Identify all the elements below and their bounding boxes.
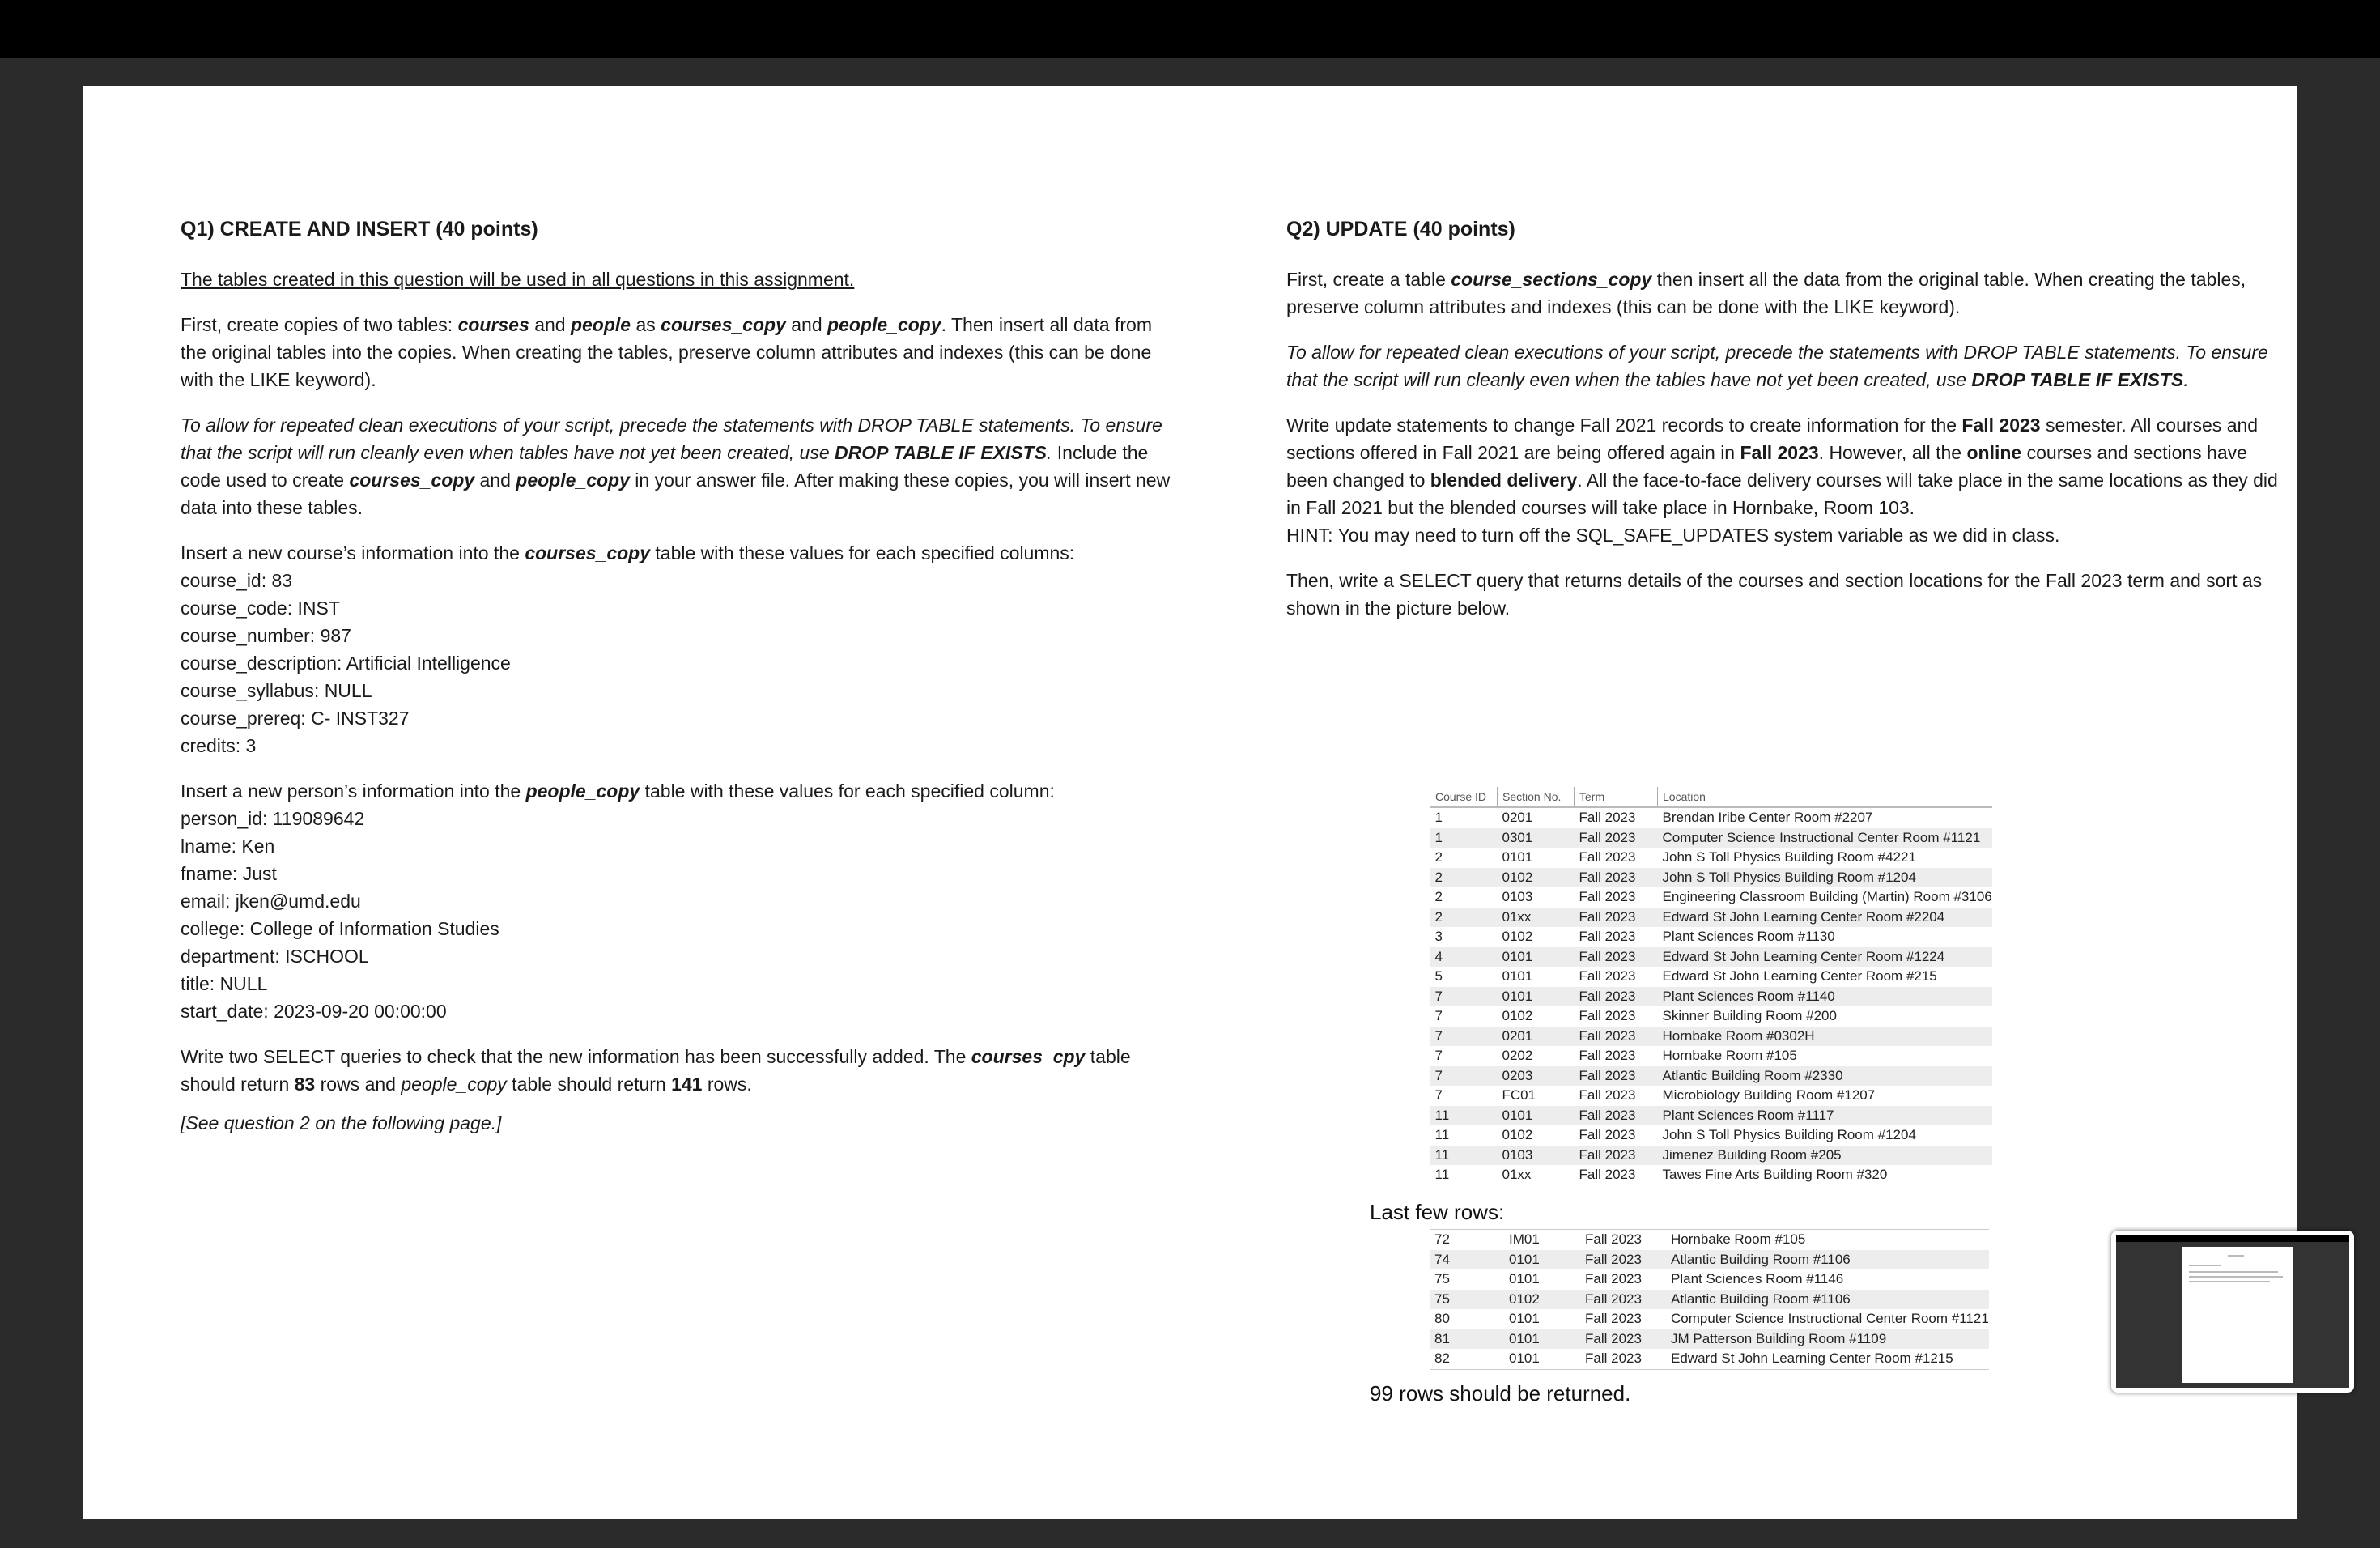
- table-cell: Fall 2023: [1575, 828, 1658, 848]
- table-cell: John S Toll Physics Building Room #4221: [1662, 849, 1916, 865]
- table-cell: 0102: [1502, 929, 1533, 945]
- table-cell: Fall 2023: [1575, 1146, 1658, 1166]
- table-cell: 0102: [1502, 1127, 1533, 1143]
- table-cell: 11: [1430, 1106, 1498, 1126]
- table-cell: Fall 2023: [1579, 810, 1636, 826]
- table-cell: Fall 2023: [1575, 1106, 1658, 1126]
- person-field: title: NULL: [181, 973, 268, 994]
- last-rows-label: Last few rows:: [1370, 1200, 1505, 1224]
- table-body: [1430, 807, 1992, 1185]
- window-title-bar: [0, 0, 2380, 58]
- course-field: course_code: INST: [181, 598, 340, 619]
- table-cell: Edward St John Learning Center Room #1224: [1658, 947, 1992, 968]
- table-row: [1430, 1146, 1992, 1166]
- table-row: [1430, 1006, 1992, 1027]
- page-thumbnail[interactable]: [2111, 1231, 2354, 1393]
- table-row: [1430, 1309, 1989, 1329]
- table-cell: John S Toll Physics Building Room #1204: [1658, 868, 1992, 888]
- q1-see-next: [See question 2 on the following page.]: [181, 1112, 502, 1133]
- table-cell: Fall 2023: [1575, 868, 1658, 888]
- table-cell: 1: [1434, 810, 1443, 826]
- table-cell: 0103: [1502, 889, 1533, 905]
- q1-intro: The tables created in this question will be used in all questions in this assignment.: [181, 269, 855, 290]
- table-cell: Plant Sciences Room #1140: [1658, 987, 1992, 1007]
- table-cell: 72: [1434, 1231, 1450, 1248]
- table-cell: 2: [1434, 889, 1443, 905]
- table-cell: Plant Sciences Room #1130: [1662, 929, 1835, 945]
- table-header: [1430, 787, 1992, 807]
- table-cell: Engineering Classroom Building (Martin) Room #3106: [1662, 889, 1992, 905]
- table-cell: 0102: [1502, 1008, 1533, 1024]
- table-cell: 0103: [1498, 1146, 1575, 1166]
- table-cell: 7: [1430, 1027, 1498, 1047]
- table-cell: 1: [1430, 828, 1498, 848]
- table-cell: 11: [1430, 1146, 1498, 1166]
- table-cell: Plant Sciences Room #1117: [1658, 1106, 1992, 1126]
- table-cell: Jimenez Building Room #205: [1658, 1146, 1992, 1166]
- table-cell: Fall 2023: [1579, 1048, 1636, 1064]
- table-row: [1430, 1046, 1992, 1066]
- course-field: course_description: Artificial Intelligence: [181, 653, 511, 674]
- table-cell: Hornbake Room #105: [1662, 1048, 1797, 1064]
- course-field-list: [181, 567, 1176, 759]
- table-row: [1430, 1269, 1989, 1290]
- table-cell: Computer Science Instructional Center Room #1121: [1658, 828, 1992, 848]
- table-cell: Fall 2023: [1579, 968, 1636, 985]
- table-cell: Fall 2023: [1579, 1008, 1636, 1024]
- table-cell: 5: [1434, 968, 1443, 985]
- table-cell: Fall 2023: [1580, 1250, 1666, 1270]
- table-cell: Fall 2023: [1580, 1290, 1666, 1310]
- column-header: Location: [1658, 787, 1992, 807]
- result-table: [1430, 787, 2142, 1185]
- table-cell: 2: [1430, 868, 1498, 888]
- table-cell: Fall 2023: [1579, 889, 1636, 905]
- table-cell: 11: [1434, 1127, 1450, 1143]
- table-row: [1430, 947, 1992, 968]
- table-row: [1430, 848, 1992, 868]
- table-row: [1430, 1106, 1992, 1126]
- table-cell: Fall 2023: [1575, 947, 1658, 968]
- person-field-list: [181, 805, 1176, 1025]
- rows-returned-note: 99 rows should be returned.: [1370, 1381, 1631, 1406]
- table-row: [1430, 927, 1992, 947]
- table-cell: 0101: [1509, 1350, 1540, 1367]
- question-1: [181, 215, 1176, 1137]
- result-table-last-rows: [1430, 1229, 2142, 1370]
- table-cell: Plant Sciences Room #1146: [1671, 1271, 1844, 1287]
- table-cell: JM Patterson Building Room #1109: [1666, 1329, 1989, 1350]
- table-cell: 2: [1430, 908, 1498, 928]
- table-cell: Edward St John Learning Center Room #215: [1662, 968, 1937, 985]
- table-cell: 81: [1430, 1329, 1504, 1350]
- table-cell: Microbiology Building Room #1207: [1662, 1087, 1876, 1104]
- table-cell: 0203: [1498, 1066, 1575, 1087]
- table-cell: Fall 2023: [1575, 1066, 1658, 1087]
- table-row: [1430, 1290, 1989, 1310]
- table-cell: Atlantic Building Room #1106: [1666, 1290, 1989, 1310]
- q1-person-intro: Insert a new person’s information into the people_copy table with these values for each specified column:: [181, 780, 1055, 802]
- table-cell: 75: [1434, 1271, 1450, 1287]
- person-field: person_id: 119089642: [181, 808, 365, 829]
- table-row: [1430, 1329, 1989, 1350]
- person-field: email: jken@umd.edu: [181, 891, 361, 912]
- table-cell: Fall 2023: [1579, 929, 1636, 945]
- table-cell: Fall 2023: [1585, 1350, 1642, 1367]
- table-cell: Tawes Fine Arts Building Room #320: [1662, 1167, 1888, 1183]
- table-cell: 0201: [1502, 810, 1533, 826]
- table-cell: 7: [1434, 1008, 1443, 1024]
- table-cell: 80: [1434, 1311, 1450, 1327]
- table-row: [1430, 967, 1992, 987]
- table-cell: Atlantic Building Room #2330: [1658, 1066, 1992, 1087]
- table-cell: Fall 2023: [1575, 908, 1658, 928]
- table-cell: 0101: [1498, 1106, 1575, 1126]
- q1-para3: Write two SELECT queries to check that the new information has been successfully added. The courses_cpy table should return 83 rows and people_copy table should return 141 rows.: [181, 1046, 1131, 1095]
- table-cell: Hornbake Room #105: [1671, 1231, 1806, 1248]
- column-header: Term: [1575, 787, 1658, 807]
- table-cell: 7: [1430, 987, 1498, 1007]
- table-cell: 0102: [1498, 868, 1575, 888]
- table-cell: Hornbake Room #0302H: [1658, 1027, 1992, 1047]
- table-row: [1430, 908, 1992, 928]
- table-row: [1430, 987, 1992, 1007]
- q2-para3: Write update statements to change Fall 2021 records to create information for the Fall 2023 semester. All courses and sections offered in Fall 2021 are being offered again in Fall 2023. However, all the online courses and sections have been changed to blended delivery. All the face-to-face delivery courses will take place in the same locations as they did in Fall 2021 but the blended courses will take place in Hornbake, Room 103.: [1286, 415, 2278, 518]
- table-cell: 01xx: [1498, 908, 1575, 928]
- table-body: [1430, 1230, 1989, 1370]
- table-cell: John S Toll Physics Building Room #1204: [1662, 1127, 1916, 1143]
- q1-course-intro: Insert a new course’s information into the courses_copy table with these values for each specified columns:: [181, 542, 1075, 563]
- table-cell: 0101: [1502, 849, 1533, 865]
- document-page: [83, 86, 2297, 1519]
- course-field: course_id: 83: [181, 570, 293, 591]
- table-row: [1430, 1250, 1989, 1270]
- table-cell: 0301: [1498, 828, 1575, 848]
- course-field: course_prereq: C- INST327: [181, 708, 410, 729]
- q2-hint: HINT: You may need to turn off the SQL_SAFE_UPDATES system variable as we did in class.: [1286, 525, 2060, 546]
- q1-para2: To allow for repeated clean executions of your script, precede the statements with DROP TABLE statements. To ensure that the script will run cleanly even when tables have not yet been created, use DROP TABLE IF EXISTS. Include the code used to create courses_copy and people_copy in your answer file. After making these copies, you will insert new data into these tables.: [181, 415, 1171, 518]
- table-row: [1430, 868, 1992, 888]
- table-cell: Fall 2023: [1575, 987, 1658, 1007]
- q2-para1: First, create a table course_sections_copy then insert all the data from the original table. When creating the tables, preserve column attributes and indexes (this can be done with the LIKE keyword).: [1286, 269, 2246, 317]
- table-row: [1430, 1349, 1989, 1369]
- course-field: course_number: 987: [181, 625, 351, 646]
- table-row: [1430, 1230, 1989, 1250]
- table-cell: Atlantic Building Room #1106: [1666, 1250, 1989, 1270]
- person-field: lname: Ken: [181, 836, 275, 857]
- table-cell: IM01: [1509, 1231, 1540, 1248]
- column-header: Section No.: [1498, 787, 1575, 807]
- table-row: [1430, 1165, 1992, 1185]
- table-cell: 11: [1434, 1167, 1450, 1183]
- course-field: credits: 3: [181, 735, 257, 756]
- question-2: [1286, 215, 2282, 622]
- table-cell: Fall 2023: [1579, 1127, 1636, 1143]
- table-cell: 2: [1434, 849, 1443, 865]
- table-cell: Computer Science Instructional Center Room #1121: [1671, 1311, 1989, 1327]
- table-cell: 7: [1434, 1087, 1443, 1104]
- person-field: department: ISCHOOL: [181, 946, 369, 967]
- table-cell: 0101: [1498, 947, 1575, 968]
- table-cell: Fall 2023: [1579, 1167, 1636, 1183]
- table-row: [1430, 1066, 1992, 1087]
- table-cell: Fall 2023: [1585, 1271, 1642, 1287]
- table-cell: 75: [1430, 1290, 1504, 1310]
- table-cell: 7: [1430, 1066, 1498, 1087]
- column-header: Course ID: [1430, 787, 1498, 807]
- person-field: start_date: 2023-09-20 00:00:00: [181, 1001, 447, 1022]
- table-cell: 0201: [1498, 1027, 1575, 1047]
- table-cell: 3: [1434, 929, 1443, 945]
- table-row: [1430, 807, 1992, 828]
- table-row: [1430, 1086, 1992, 1106]
- table-cell: 7: [1434, 1048, 1443, 1064]
- table-cell: 74: [1430, 1250, 1504, 1270]
- q2-para2: To allow for repeated clean executions of your script, precede the statements with DROP TABLE statements. To ensure that the script will run cleanly even when the tables have not yet been created, use DROP TABLE IF EXISTS.: [1286, 342, 2268, 390]
- table-cell: Fall 2023: [1579, 1087, 1636, 1104]
- table-cell: 0101: [1504, 1329, 1580, 1350]
- table-cell: 0101: [1509, 1271, 1540, 1287]
- table-cell: Fall 2023: [1580, 1329, 1666, 1350]
- table-cell: 0101: [1504, 1250, 1580, 1270]
- table-cell: Skinner Building Room #200: [1662, 1008, 1837, 1024]
- person-field: fname: Just: [181, 863, 277, 884]
- table-cell: FC01: [1502, 1087, 1536, 1104]
- table-cell: Fall 2023: [1579, 849, 1636, 865]
- q1-para1: First, create copies of two tables: courses and people as courses_copy and people_copy. Then insert all data from the original tables into the copies. When creating the tables, preserve column attributes and indexes (this can be done with the LIKE keyword).: [181, 314, 1153, 390]
- table-cell: 4: [1430, 947, 1498, 968]
- table-row: [1430, 1027, 1992, 1047]
- table-row: [1430, 1125, 1992, 1146]
- table-cell: Edward St John Learning Center Room #1215: [1671, 1350, 1953, 1367]
- person-field: college: College of Information Studies: [181, 918, 499, 939]
- course-field: course_syllabus: NULL: [181, 680, 372, 701]
- table-cell: Fall 2023: [1585, 1311, 1642, 1327]
- table-cell: Fall 2023: [1575, 1027, 1658, 1047]
- table-row: [1430, 828, 1992, 848]
- table-cell: 82: [1434, 1350, 1450, 1367]
- table-cell: 0101: [1509, 1311, 1540, 1327]
- table-cell: 01xx: [1502, 1167, 1532, 1183]
- table-cell: 0101: [1502, 968, 1533, 985]
- table-cell: Brendan Iribe Center Room #2207: [1662, 810, 1873, 826]
- q2-para4: Then, write a SELECT query that returns details of the courses and section locations for the Fall 2023 term and sort as shown in the picture below.: [1286, 570, 2263, 619]
- table-cell: Fall 2023: [1585, 1231, 1642, 1248]
- q2-title: Q2) UPDATE (40 points): [1286, 218, 1515, 240]
- table-row: [1430, 887, 1992, 908]
- table-cell: 0102: [1504, 1290, 1580, 1310]
- q1-title: Q1) CREATE AND INSERT (40 points): [181, 218, 538, 240]
- table-cell: Edward St John Learning Center Room #2204: [1658, 908, 1992, 928]
- table-cell: 0202: [1502, 1048, 1533, 1064]
- table-cell: 0101: [1498, 987, 1575, 1007]
